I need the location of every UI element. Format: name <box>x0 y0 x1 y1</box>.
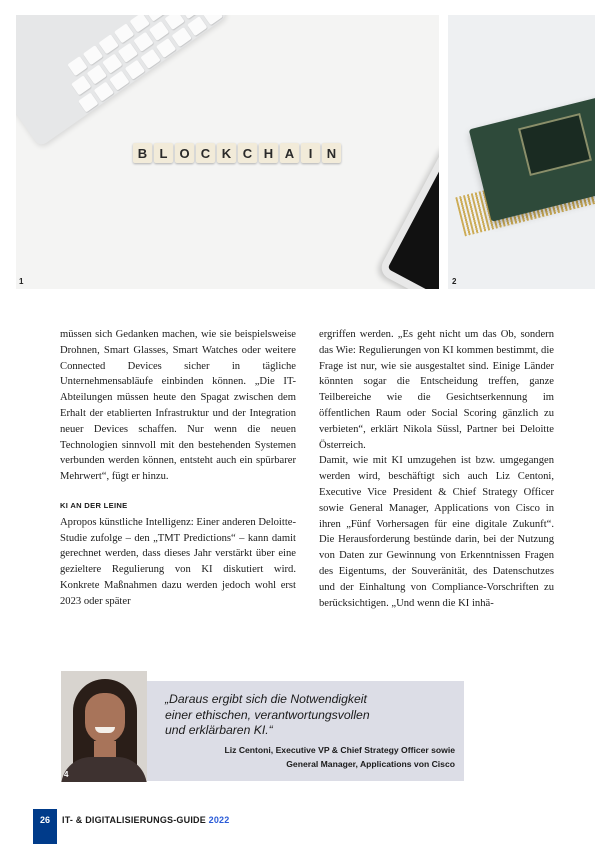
letter-tile: A <box>280 143 299 163</box>
quote-line: und erklärbaren KI.“ <box>165 723 273 737</box>
paragraph: Apropos künstliche Intelligenz: Einer anderen Deloitte-Studie zufolge – den „TMT Predictions“ – kann damit gerechnet werden, dass dieses Jahr verstärkt über eine gezieltere Regulierung von KI diskutiert wird. Konkrete Maßnahmen dazu werden jedoch wohl erst 2023 oder später <box>60 516 296 607</box>
author-line: General Manager, Applications von Cisco <box>286 759 455 769</box>
quote-text <box>165 692 455 739</box>
letter-tile: C <box>196 143 215 163</box>
photo-number-2: 2 <box>452 277 457 286</box>
pull-quote <box>147 681 464 781</box>
publication-year: 2022 <box>208 815 230 825</box>
paragraph: müssen sich Gedanken machen, wie sie beispielsweise Drohnen, Smart Glasses, Smart Watches oder weitere Connected Devices sicher in tägliche Unternehmensabläufe einbinden können. „Die IT-Abteilungen müssen heute den Spagat zwischen dem Erhalt der etablierten Infrastruktur und der Integration neuer Devices schaffen. Nur wenn die neuen Technologien sinnvoll mit den bestehenden Systemen verbunden werden können, entsteht auch ein spürbarer Mehrwert“, fügt er hinzu. <box>60 329 296 483</box>
paragraph: ergriffen werden. „Es geht nicht um das Ob, sondern das Wie: Regulierungen von KI kommen bestimmt, die Frage ist nur, wie sie ausgestaltet sind. Einige Länder könnten sogar die Entscheidung treffen, ganze Teilbereiche wie die Gesichtserkennung im öffentlichen Raum oder Social Scoring gänzlich zu verbieten“, erklärt Nikola Süssl, Partner bei Deloitte Österreich. <box>319 329 554 451</box>
page-number: 26 <box>39 815 50 825</box>
author-line: Liz Centoni, Executive VP & Chief Strategy Officer sowie <box>224 745 455 755</box>
letter-tile: C <box>238 143 257 163</box>
keyboard-graphic <box>16 15 228 147</box>
publication-name: IT- & DIGITALISIERUNGS-GUIDE <box>62 815 206 825</box>
letter-tile: B <box>133 143 152 163</box>
blockchain-photo <box>16 15 439 289</box>
processor-chip-photo <box>448 15 595 289</box>
quote-line: „Daraus ergibt sich die Notwendigkeit <box>165 692 367 706</box>
letter-tile: O <box>175 143 194 163</box>
quote-author <box>155 743 455 771</box>
portrait-photo <box>61 671 147 782</box>
letter-tile: L <box>154 143 173 163</box>
paragraph: Damit, wie mit KI umzugehen ist bzw. umgegangen werden wird, beschäftigt sich auch Liz Centoni, Executive Vice President & Chief Strategy Officer sowie General Manager, Applications von Cisco in ihren „Fünf Vorhersagen für eine digitale Zukunft“. Die Herausforderung bestünde darin, bei der Nutzung von Daten zur Gewinnung von Erkenntnissen Fragen des Eigentums, der Souveränität, des Datenschutzes und der Einhaltung von Compliance-Vorschriften zu berücksichtigen. „Und wenn die KI inhä- <box>319 455 554 609</box>
letter-tile: H <box>259 143 278 163</box>
letter-tiles <box>133 143 341 163</box>
quote-line: einer ethischen, verantwortungsvollen <box>165 707 370 722</box>
article-column-right <box>319 327 554 611</box>
publication-title <box>62 815 229 825</box>
letter-tile: N <box>322 143 341 163</box>
letter-tile: I <box>301 143 320 163</box>
smartphone-graphic <box>377 140 439 289</box>
section-subheading: KI AN DER LEINE <box>60 500 128 510</box>
photo-number-4: 4 <box>64 770 69 779</box>
letter-tile: K <box>217 143 236 163</box>
article-column-left <box>60 327 296 610</box>
photo-number-1: 1 <box>19 277 24 286</box>
